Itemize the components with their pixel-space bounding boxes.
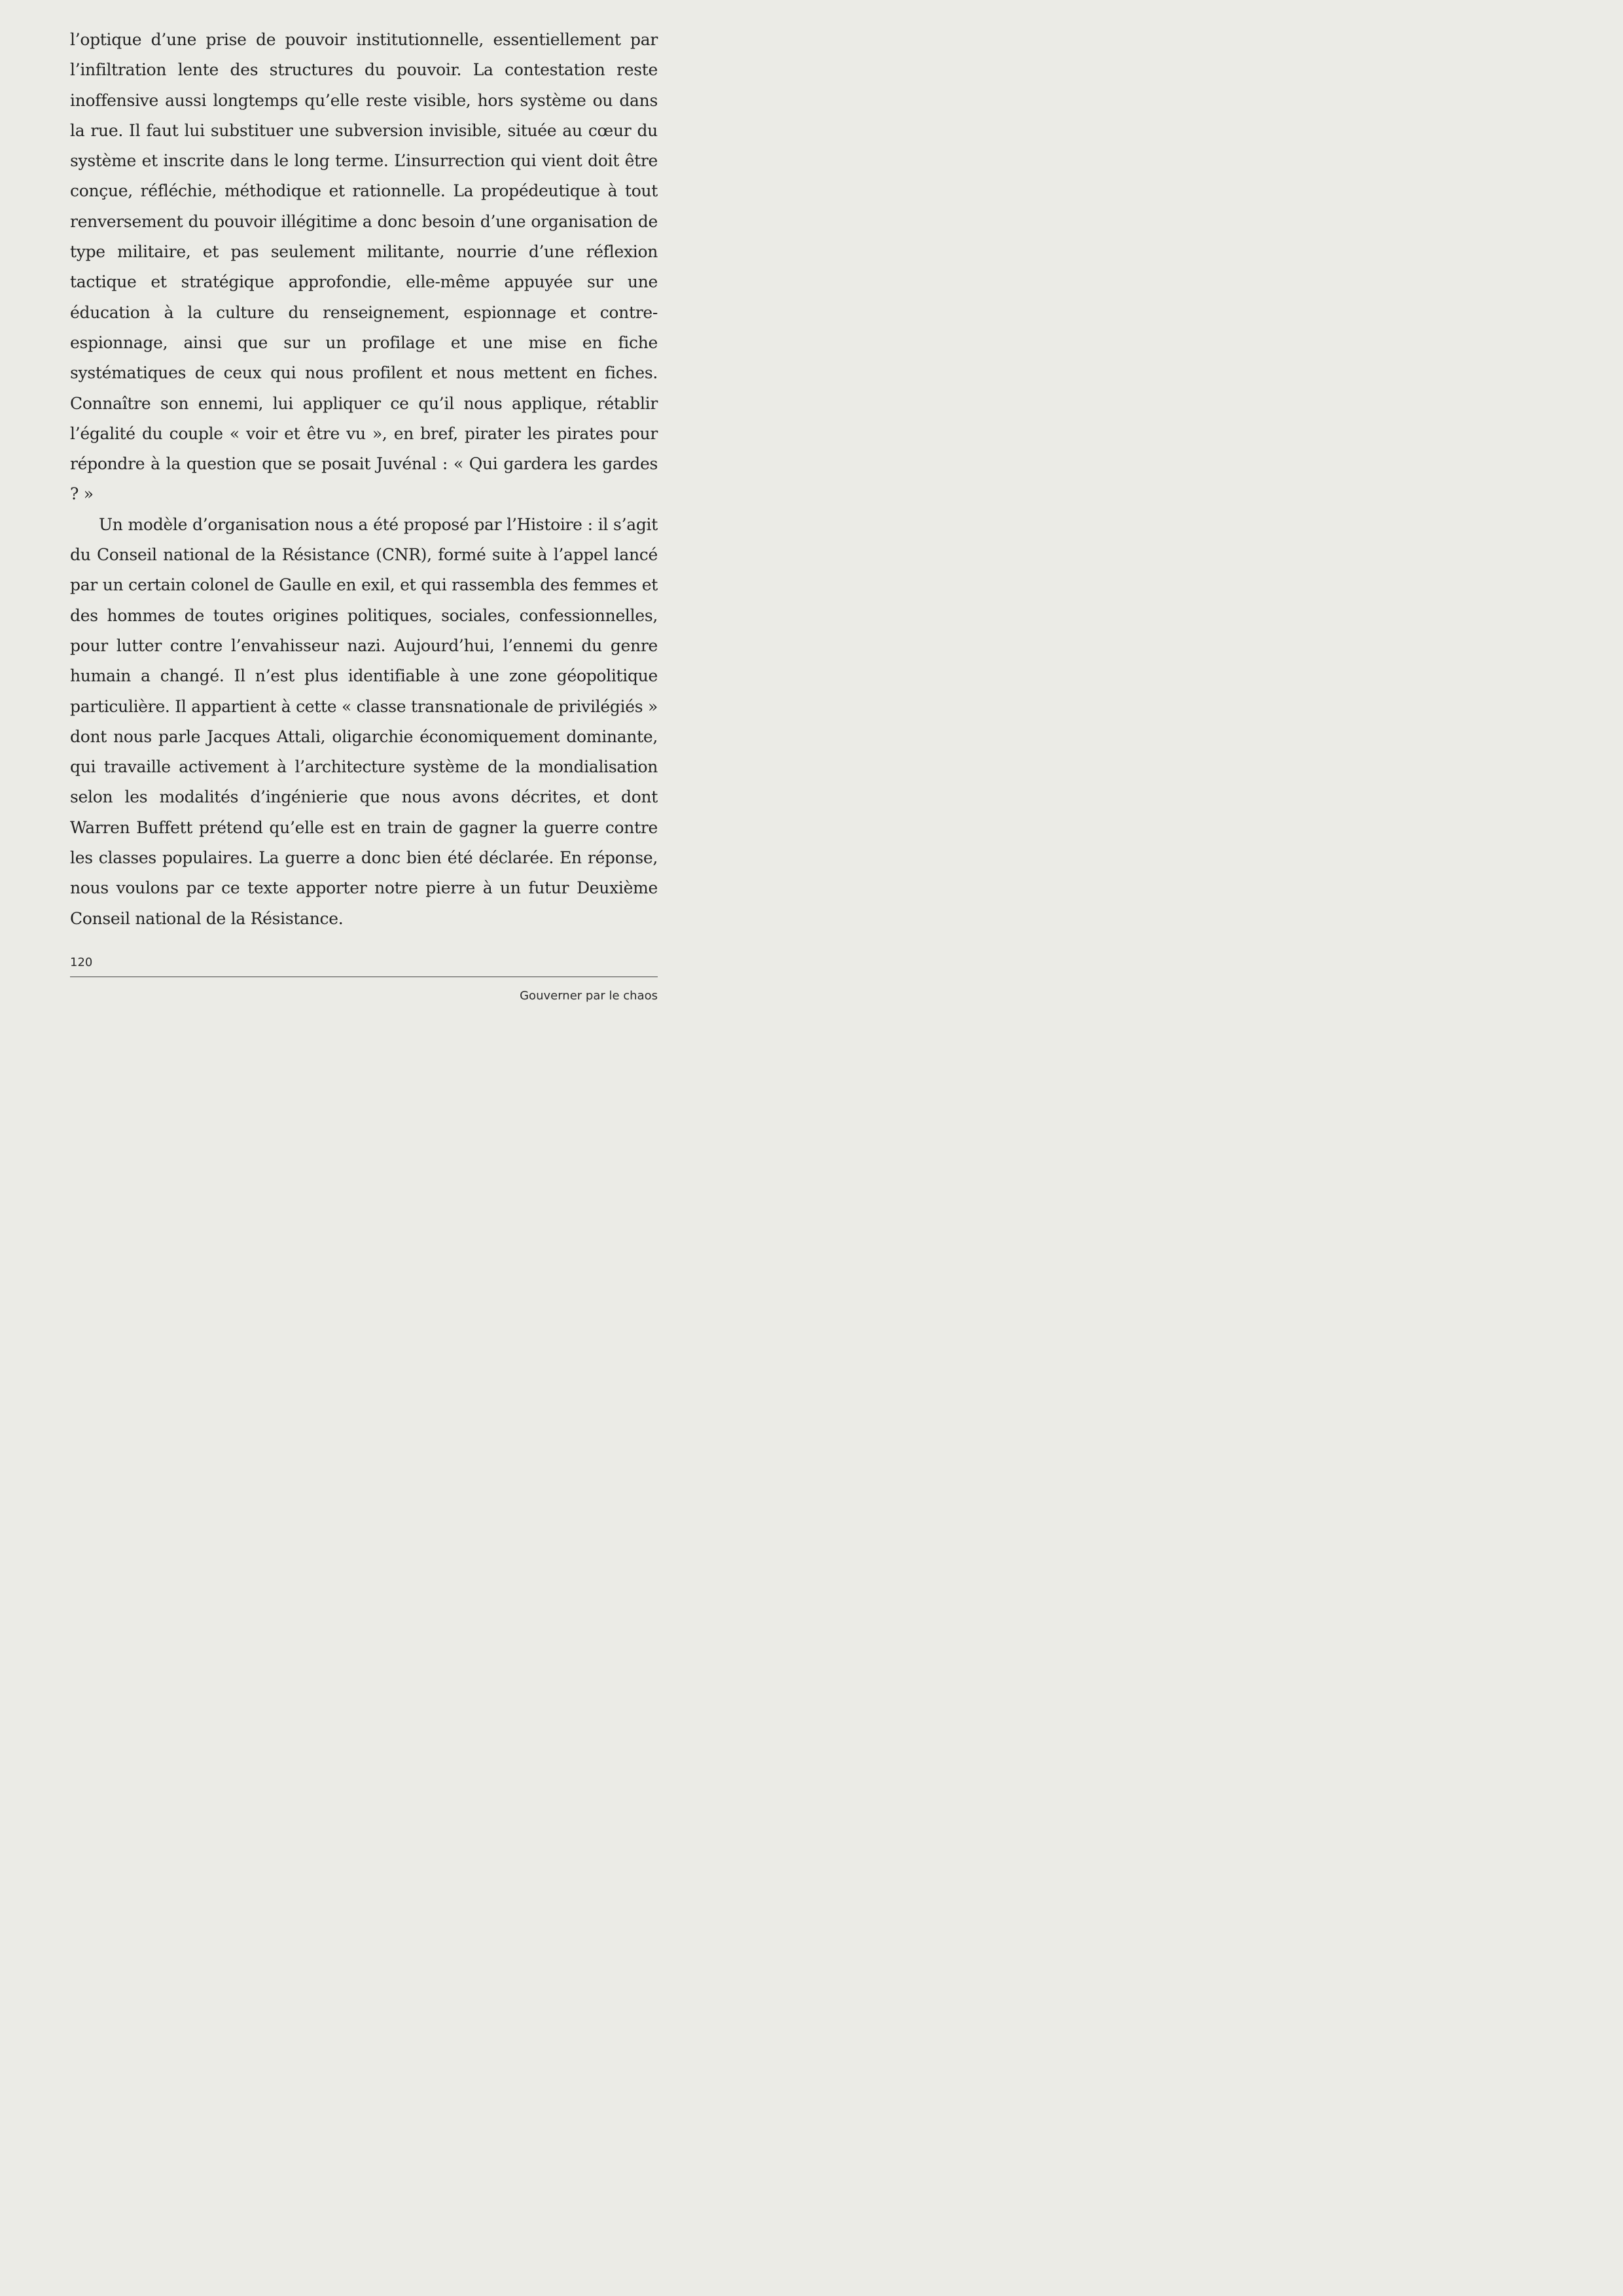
paragraph-1: l’optique d’une prise de pouvoir institutionnelle, essentiellement par l’infiltration lente des structures du pouvoir. La contestation reste inoffensive aussi longtemps qu’elle reste visible, hors système ou dans la rue. Il faut lui substituer une subversion invisible, située au cœur du système et inscrite dans le long terme. L’insurrection qui vient doit être conçue, réfléchie, méthodique et rationnelle. La propédeutique à tout renversement du pouvoir illégitime a donc besoin d’une organisation de type militaire, et pas seulement militante, nourrie d’une réflexion tactique et stratégique approfondie, elle-même appuyée sur une éducation à la culture du renseignement, espionnage et contre-espionnage, ainsi que sur un profilage et une mise en fiche systématiques de ceux qui nous profilent et nous mettent en fiches. Connaître son ennemi, lui appliquer ce qu’il nous applique, rétablir l’égalité du couple « voir et être vu », en bref, pirater les pirates pour répondre à la question que se posait Juvénal : « Qui gardera les gardes ? » bbox=[70, 30, 658, 504]
running-title: Gouverner par le chaos bbox=[520, 989, 658, 1003]
body-text bbox=[70, 25, 658, 934]
page-number: 120 bbox=[70, 956, 93, 969]
paragraph-2: Un modèle d’organisation nous a été proposé par l’Histoire : il s’agit du Conseil national de la Résistance (CNR), formé suite à l’appel lancé par un certain colonel de Gaulle en exil, et qui rassembla des femmes et des hommes de toutes origines politiques, sociales, confessionnelles, pour lutter contre l’envahisseur nazi. Aujourd’hui, l’ennemi du genre humain a changé. Il n’est plus identifiable à une zone géopolitique particulière. Il appartient à cette « classe transnationale de privilégiés » dont nous parle Jacques Attali, oligarchie économiquement dominante, qui travaille activement à l’architecture système de la mondialisation selon les modalités d’ingénierie que nous avons décrites, et dont Warren Buffett prétend qu’elle est en train de gagner la guerre contre les classes populaires. La guerre a donc bien été déclarée. En réponse, nous voulons par ce texte apporter notre pierre à un futur Deuxième Conseil national de la Résistance. bbox=[70, 514, 658, 928]
